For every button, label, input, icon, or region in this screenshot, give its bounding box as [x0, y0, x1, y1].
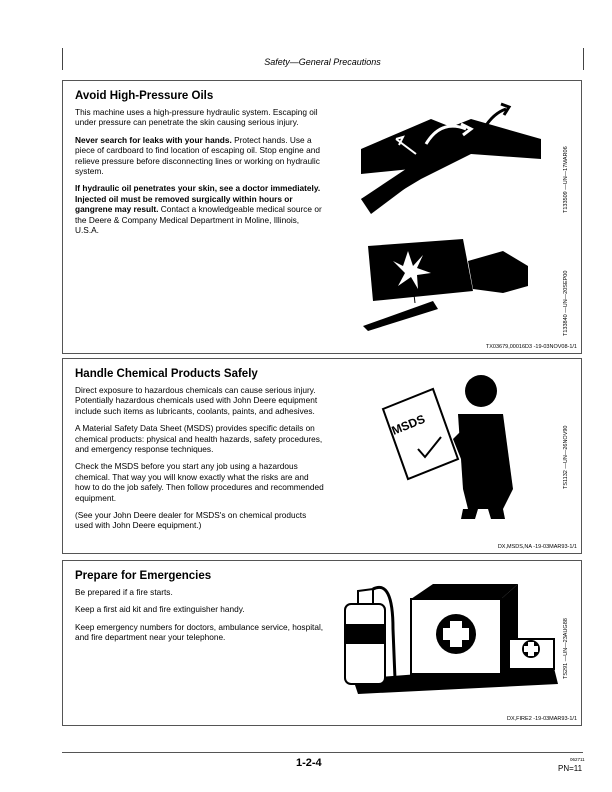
paragraph: [75, 183, 325, 235]
footer-rule: [62, 752, 583, 753]
section-high-pressure-oils: [62, 80, 582, 354]
paragraph: Keep emergency numbers for doctors, ambulance service, hospital, and fire department near your telephone.: [75, 621, 324, 643]
paragraph: This machine uses a high-pressure hydraulic system. Escaping oil under pressure can penetrate the skin causing serious injury.: [75, 107, 318, 128]
paragraph: Keep a first aid kit and fire extinguisher handy.: [75, 604, 245, 615]
section-body: [75, 587, 325, 650]
paragraph: (See your John Deere dealer for MSDS's on chemical products used with John Deere equipment.): [75, 510, 307, 531]
paragraph: [75, 135, 325, 177]
footer-date: 062711: [570, 757, 585, 762]
paragraph: A Material Safety Data Sheet (MSDS) provides specific details on chemical products: physical and health hazards, safety procedures, and emergency response techniques.: [75, 423, 323, 455]
section-title: Avoid High-Pressure Oils: [75, 90, 214, 102]
paragraph: Direct exposure to hazardous chemicals can cause serious injury. Potentially hazardous chemicals used with John Deere equipment include such items as lubricants, coolants, paints, and adhesives.: [75, 385, 318, 416]
document-code: DX,MSDS,NA -19-03MAR93-1/1: [497, 544, 577, 550]
header-rule-right: [583, 48, 584, 70]
image-code: T133509 —UN—17MAR06: [563, 146, 569, 213]
section-body: [75, 385, 325, 538]
cardboard-leak-illustration: [353, 231, 543, 331]
hand-spray-illustration: [341, 99, 561, 219]
image-code: TS1132 —UN—26NOV90: [563, 425, 569, 489]
pn-number: PN=11: [558, 764, 583, 773]
text: Contact a knowledgeable medical source or the Deere & Company Medical Department in Moline, Illinois, U.S.A.: [75, 204, 322, 236]
document-code: DX,FIRE2 -19-03MAR93-1/1: [507, 716, 577, 722]
section-chemical-products: [62, 358, 582, 554]
image-code: TS291 —UN—23AUG88: [563, 618, 569, 679]
msds-label: MSDS: [389, 411, 427, 438]
bold-text: Never search for leaks with your hands.: [75, 134, 232, 145]
person-reading-msds-illustration: [363, 369, 543, 519]
paragraph: Check the MSDS before you start any job using a hazardous chemical. That way you will know exactly what the risks are and how to do the job safely. Then follow procedures and recommended equipment.: [75, 461, 324, 503]
extinguisher-firstaid-illustration: [333, 569, 563, 699]
text: Protect hands. Use a piece of cardboard to find location of escaping oil. Stop engine and relieve pressure before disconnecting lines or working on hydraulic system.: [75, 134, 320, 177]
page-number: 1-2-4: [296, 757, 322, 769]
document-code: TX03679,00016D3 -19-03NOV08-1/1: [485, 344, 577, 350]
image-code: T133840 —UN—20SEP00: [563, 270, 569, 336]
section-emergencies: [62, 560, 582, 726]
section-title: Prepare for Emergencies: [75, 570, 212, 582]
section-body: [75, 107, 325, 242]
section-title: Handle Chemical Products Safely: [75, 368, 258, 380]
paragraph: Be prepared if a fire starts.: [75, 587, 173, 597]
bold-text: If hydraulic oil penetrates your skin, see a doctor immediately. Injected oil must be removed surgically within hours or gangrene may result.: [75, 183, 321, 215]
page-header: Safety—General Precautions: [264, 57, 381, 67]
